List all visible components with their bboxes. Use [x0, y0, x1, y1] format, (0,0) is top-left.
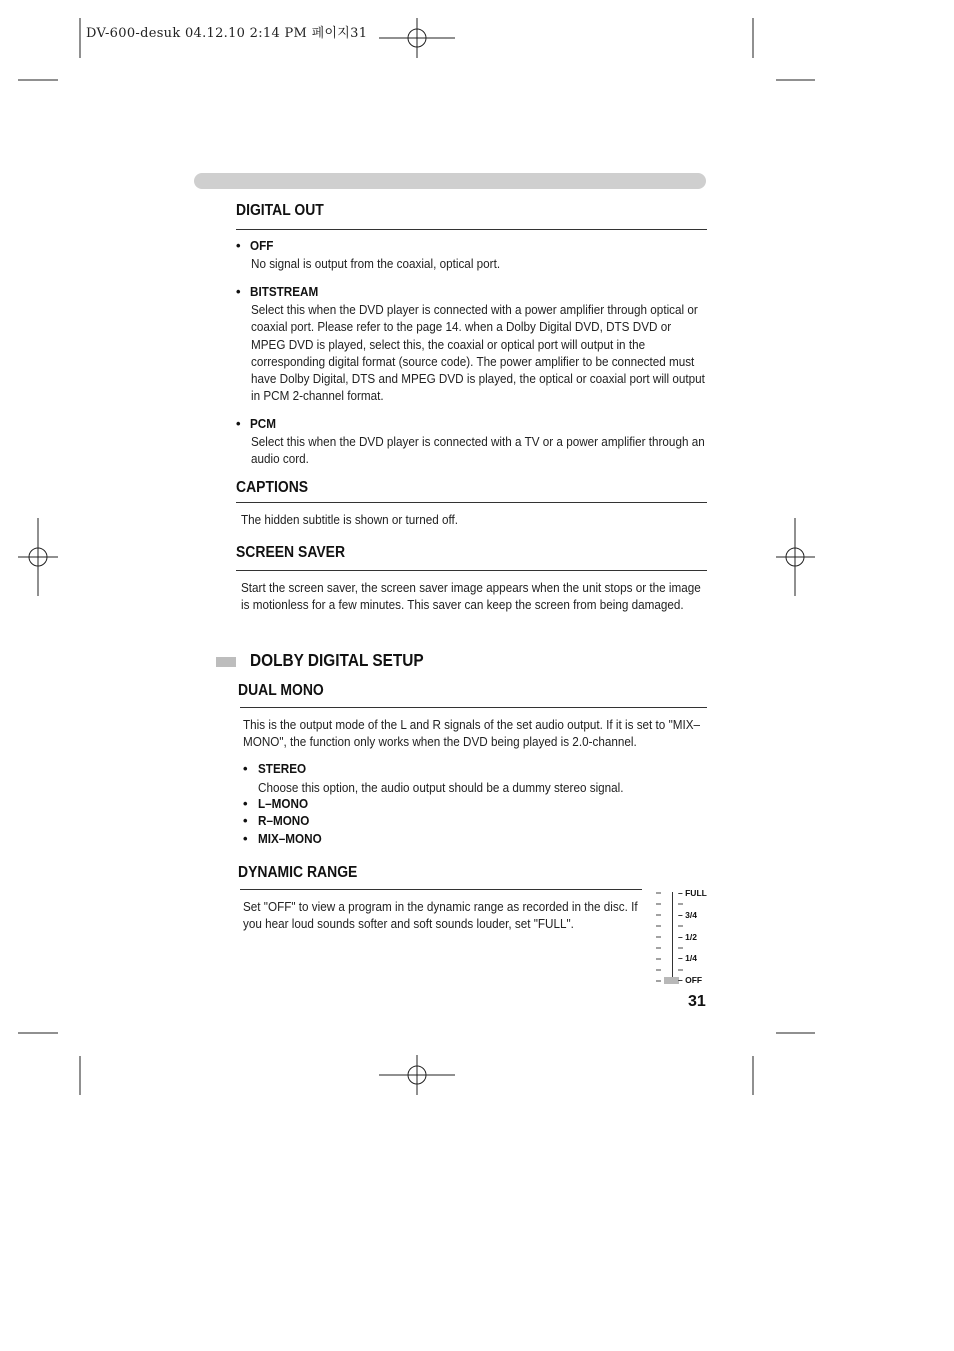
option-pcm-desc: Select this when the DVD player is connected with a TV or a power amplifier through an audio cord.	[251, 434, 705, 467]
page-number: 31	[688, 993, 706, 1010]
bullet: •	[243, 813, 248, 828]
scale-label-3-4	[678, 910, 697, 920]
scale-label-text: –	[678, 932, 683, 942]
scale-label-text: –	[678, 888, 683, 898]
scale-label-full	[678, 888, 707, 898]
section-title-dynamic-range: DYNAMIC RANGE	[238, 864, 358, 881]
scale-label-1-2	[678, 932, 697, 942]
scale-label-1-4	[678, 953, 697, 963]
header-bar	[194, 173, 706, 189]
section-rule	[236, 570, 707, 571]
bullet: •	[243, 761, 248, 776]
section-title-captions: CAPTIONS	[236, 479, 309, 496]
scale-label-text: –	[678, 910, 683, 920]
scale-label-text: 1/4	[685, 953, 697, 963]
dynamic-range-scale	[652, 884, 712, 988]
section-rule	[240, 889, 642, 890]
section-title-dual-mono: DUAL MONO	[238, 682, 324, 699]
scale-label-text: FULL	[685, 888, 707, 898]
bullet: •	[243, 796, 248, 811]
bullet: •	[236, 284, 241, 299]
option-pcm-label: PCM	[250, 416, 277, 431]
bullet: •	[236, 238, 241, 253]
bullet: •	[243, 831, 248, 846]
section-title-digital-out: DIGITAL OUT	[236, 202, 324, 219]
scale-slider-thumb	[664, 977, 679, 984]
screen-saver-text: Start the screen saver, the screen saver image appears when the unit stops or the image is motionless for a few minutes. This saver can keep the screen from being damaged.	[241, 580, 701, 613]
option-off-desc: No signal is output from the coaxial, optical port.	[251, 256, 501, 271]
scale-label-text: –	[678, 975, 683, 985]
bullet: •	[236, 416, 241, 431]
option-stereo-desc: Choose this option, the audio output should be a dummy stereo signal.	[258, 780, 624, 795]
section-rule	[240, 707, 707, 708]
option-stereo-label: STEREO	[258, 761, 307, 776]
scale-label-text: 1/2	[685, 932, 697, 942]
print-slug: DV-600-desuk 04.12.10 2:14 PM 페이지31	[86, 26, 368, 41]
section-title-dolby-digital-setup: DOLBY DIGITAL SETUP	[250, 650, 424, 670]
scale-label-text: OFF	[685, 975, 703, 985]
option-r-mono-label: R–MONO	[258, 813, 310, 828]
scale-label-text: –	[678, 953, 683, 963]
option-bitstream-label: BITSTREAM	[250, 284, 319, 299]
section-rule	[236, 229, 707, 230]
option-l-mono-label: L–MONO	[258, 796, 309, 811]
option-mix-mono-label: MIX–MONO	[258, 831, 322, 846]
dual-mono-text: This is the output mode of the L and R signals of the set audio output. If it is set to "MIX– MONO", the function only works when the DVD being played is 2.0-channel.	[243, 717, 701, 750]
dynamic-range-text: Set "OFF" to view a program in the dynamic range as recorded in the disc. If you hear loud sounds softer and soft sounds louder, set "FULL".	[243, 899, 638, 932]
captions-text: The hidden subtitle is shown or turned off.	[241, 512, 459, 527]
option-off-label: OFF	[250, 238, 274, 253]
scale-label-off	[678, 975, 702, 985]
section-marker	[216, 657, 236, 667]
option-bitstream-desc: Select this when the DVD player is connected with a power amplifier through optical or coaxial port. Please refer to the page 14. when a Dolby Digital DVD, DTS DVD or MPEG DVD is played, select this, the coaxial or optical port will output in the corresponding digital format (source code). The power amplifier to be connected must have Dolby Digital, DTS and MPEG DVD is played, the optical or coaxial port will output in PCM 2-channel format.	[251, 302, 705, 404]
section-title-screen-saver: SCREEN SAVER	[236, 544, 346, 561]
section-rule	[236, 502, 707, 503]
scale-label-text: 3/4	[685, 910, 697, 920]
